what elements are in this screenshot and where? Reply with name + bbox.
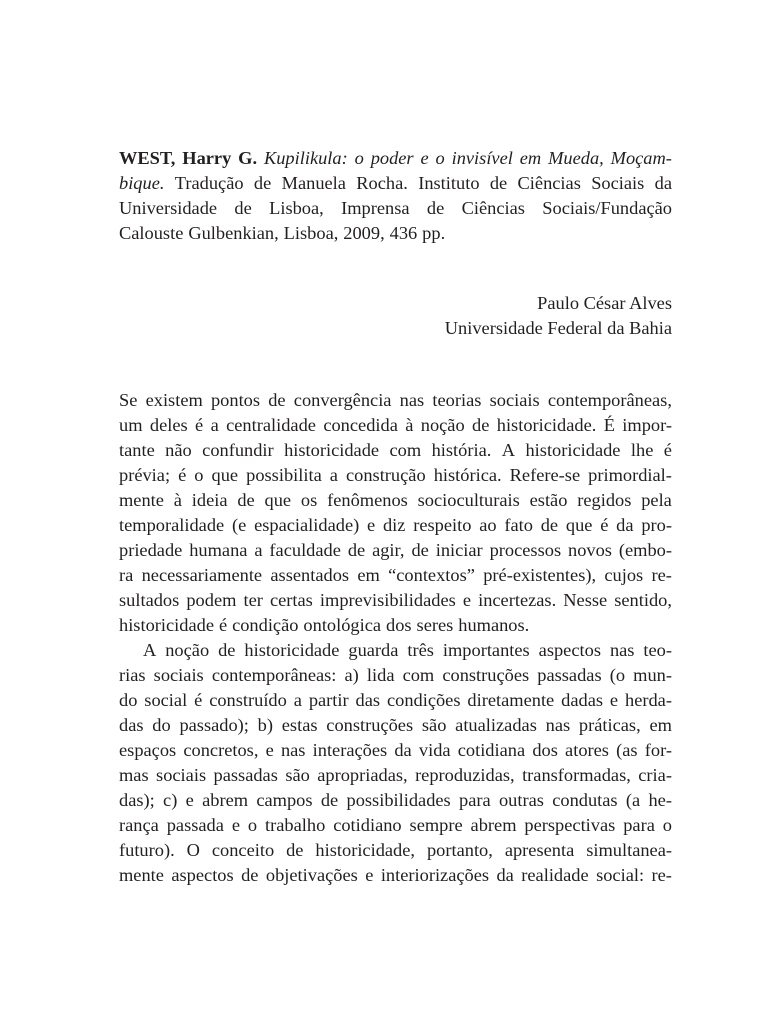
text-word: nas xyxy=(609,640,635,660)
text-word: e xyxy=(185,790,194,810)
text-word: faculdade xyxy=(269,540,341,560)
text-word: nas xyxy=(399,390,425,410)
text-word: da xyxy=(394,740,412,760)
text-word: à xyxy=(405,415,414,435)
text-word: de xyxy=(472,415,490,435)
text-line xyxy=(119,763,672,788)
text-word: passada xyxy=(166,815,224,835)
text-word: o xyxy=(194,465,204,485)
text-word: atualizadas xyxy=(455,715,537,735)
text-word: simultanea- xyxy=(586,840,672,860)
citation-word: bique. xyxy=(119,173,165,193)
text-word: a xyxy=(329,465,338,485)
citation-word: invisível xyxy=(451,148,513,168)
citation-word: Gulbenkian, xyxy=(188,223,279,243)
text-word: aspectos xyxy=(538,640,601,660)
text-word: re- xyxy=(651,865,672,885)
text-line xyxy=(119,613,672,638)
citation-line xyxy=(119,171,672,196)
text-word: humana xyxy=(189,540,248,560)
reviewer-block xyxy=(119,291,672,341)
text-word: social xyxy=(144,690,188,710)
text-word: concedida xyxy=(323,415,398,435)
text-word: A xyxy=(501,440,516,460)
text-word: centralidade xyxy=(226,415,316,435)
text-word: assentados xyxy=(270,565,350,585)
text-word: outras xyxy=(498,790,544,810)
text-word: é xyxy=(663,440,672,460)
text-word: o xyxy=(247,815,258,835)
citation-word: G. xyxy=(238,148,258,168)
text-line xyxy=(119,413,672,438)
text-word: são xyxy=(421,715,447,735)
reviewer-affiliation: Universidade Federal da Bahia xyxy=(444,318,672,338)
text-word: à xyxy=(173,490,182,510)
text-word: estão xyxy=(529,490,568,510)
text-word: teorias xyxy=(432,390,482,410)
text-word: mun- xyxy=(633,665,672,685)
text-word: A xyxy=(143,640,157,660)
text-word: cujos xyxy=(604,565,644,585)
citation-word: WEST, xyxy=(119,148,176,168)
text-word: confundir xyxy=(202,440,274,460)
text-word: o xyxy=(662,815,672,835)
text-word: construções xyxy=(442,665,530,685)
text-word: partir xyxy=(308,690,349,710)
text-word: os xyxy=(300,490,318,510)
text-word: espacialidade) xyxy=(254,515,360,535)
citation-word: o xyxy=(354,148,364,168)
text-word: sociais xyxy=(489,390,540,410)
text-word: pro- xyxy=(641,515,672,535)
citation-word: poder xyxy=(370,148,414,168)
text-word: espaços xyxy=(119,740,177,760)
text-word: de xyxy=(347,540,366,560)
text-word: lhe xyxy=(630,440,654,460)
text-word: com xyxy=(389,440,422,460)
citation-word: Mueda, xyxy=(548,148,604,168)
text-word: de xyxy=(320,790,339,810)
text-word: tante xyxy=(119,440,155,460)
text-word: historicidade. xyxy=(496,415,597,435)
citation-word: Moçam- xyxy=(610,148,672,168)
text-word: não xyxy=(165,440,192,460)
text-word: passado); xyxy=(179,715,249,735)
text-word: reproduzidas, xyxy=(415,765,515,785)
text-line xyxy=(119,513,672,538)
text-line xyxy=(119,713,672,738)
citation-word: e xyxy=(420,148,429,168)
text-word: são xyxy=(285,765,310,785)
citation-word: de xyxy=(489,173,508,193)
text-word: vida xyxy=(418,740,451,760)
text-word: ter xyxy=(243,590,263,610)
text-word: deles xyxy=(149,415,188,435)
citation-word: Rocha. xyxy=(356,173,408,193)
text-word: com xyxy=(402,665,435,685)
text-word: guarda xyxy=(348,640,399,660)
text-word: do xyxy=(152,715,171,735)
text-word: dos xyxy=(386,615,412,635)
text-word: é xyxy=(600,515,609,535)
citation-word: de xyxy=(234,198,252,218)
citation-word: Tradução xyxy=(174,173,244,193)
text-word: historicidade xyxy=(525,440,621,460)
text-word: novos xyxy=(568,540,612,560)
text-word: Refere-se xyxy=(509,465,581,485)
text-word: ra xyxy=(119,565,134,585)
text-word: sempre xyxy=(409,815,463,835)
citation-word: Lisboa, xyxy=(283,223,339,243)
text-word: do xyxy=(119,690,138,710)
text-word: sultados xyxy=(119,590,180,610)
text-word: das xyxy=(355,690,381,710)
text-word: pré-existentes), xyxy=(483,565,597,585)
citation-line xyxy=(119,196,672,221)
text-word: fenômenos xyxy=(327,490,408,510)
text-word: historicidade xyxy=(119,615,214,635)
text-word: noção xyxy=(165,640,210,660)
text-word: mas xyxy=(119,765,149,785)
text-word: a xyxy=(210,415,219,435)
text-word: O xyxy=(186,840,200,860)
text-word: passadas xyxy=(537,665,602,685)
text-word: Se xyxy=(119,390,138,410)
text-word: a xyxy=(254,540,263,560)
text-word: perspectivas xyxy=(524,815,616,835)
text-word: e xyxy=(367,515,376,535)
text-word: lida xyxy=(366,665,395,685)
text-word: (embo- xyxy=(618,540,672,560)
text-word: campos xyxy=(256,790,313,810)
text-line xyxy=(119,838,672,863)
text-word: primordial- xyxy=(588,465,672,485)
text-word: e xyxy=(462,590,472,610)
text-word: for- xyxy=(644,740,672,760)
text-word: humanos. xyxy=(458,615,530,635)
text-word: cotidiana xyxy=(457,740,526,760)
text-line xyxy=(119,738,672,763)
text-word: abrem xyxy=(470,815,517,835)
citation-word: Universidade xyxy=(119,198,218,218)
text-word: é xyxy=(178,465,187,485)
text-word: de xyxy=(218,640,236,660)
text-word: e xyxy=(365,865,374,885)
text-word: objetivações xyxy=(265,865,358,885)
text-word: atores xyxy=(565,740,609,760)
text-word: histórica. xyxy=(433,465,502,485)
text-word: sociais xyxy=(153,665,204,685)
text-word: teo- xyxy=(643,640,672,660)
text-word: práticas, xyxy=(578,715,641,735)
text-word: rias xyxy=(119,665,146,685)
text-word: cria- xyxy=(638,765,672,785)
text-word: É xyxy=(603,415,615,435)
text-word: seres xyxy=(416,615,454,635)
text-word: (o xyxy=(609,665,626,685)
text-word: iniciar xyxy=(435,540,483,560)
text-word: estas xyxy=(281,715,318,735)
text-line xyxy=(119,488,672,513)
text-word: socioculturais xyxy=(417,490,520,510)
text-word: condutas xyxy=(552,790,618,810)
citation-word: da xyxy=(654,173,672,193)
citation-word: Ciências xyxy=(461,198,525,218)
text-word: historicidade xyxy=(244,640,340,660)
text-word: de xyxy=(268,390,286,410)
text-word: sentido, xyxy=(614,590,672,610)
text-word: possibilidades xyxy=(346,790,451,810)
text-word: em xyxy=(649,715,672,735)
text-line xyxy=(119,638,672,663)
text-word: apropriadas, xyxy=(317,765,408,785)
text-word: impor- xyxy=(622,415,672,435)
text-word: incertezas. xyxy=(478,590,557,610)
text-word: temporalidade xyxy=(119,515,225,535)
text-word: de xyxy=(411,540,429,560)
text-word: existem xyxy=(145,390,203,410)
citation-word: de xyxy=(426,198,445,218)
citation-word: Instituto xyxy=(418,173,480,193)
text-word: imprevisibilidades xyxy=(319,590,456,610)
citation xyxy=(119,146,672,246)
text-word: possibilita xyxy=(246,465,322,485)
text-line xyxy=(119,388,672,413)
text-word: condição xyxy=(232,615,299,635)
text-word: noção xyxy=(420,415,465,435)
citation-word: o xyxy=(435,148,445,168)
text-word: passadas xyxy=(213,765,278,785)
text-word: (as xyxy=(616,740,638,760)
text-line xyxy=(119,663,672,688)
text-word: podem xyxy=(186,590,237,610)
text-word: prévia; xyxy=(119,465,171,485)
citation-word: Harry xyxy=(182,148,232,168)
text-word: concretos, xyxy=(183,740,259,760)
text-word: um xyxy=(119,415,143,435)
text-word: conceito xyxy=(211,840,275,860)
text-word: para xyxy=(623,815,655,835)
text-word: de xyxy=(286,840,304,860)
text-word: apresenta xyxy=(504,840,575,860)
text-word: ontológica xyxy=(303,615,382,635)
text-word: a) xyxy=(344,665,359,685)
text-word: diretamente xyxy=(467,690,555,710)
citation-word: pp. xyxy=(422,223,446,243)
text-word: he- xyxy=(648,790,672,810)
text-word: (a xyxy=(625,790,641,810)
text-word: social: xyxy=(596,865,645,885)
text-word: regidos xyxy=(577,490,632,510)
citation-word: em xyxy=(519,148,542,168)
text-word: realidade xyxy=(521,865,589,885)
citation-word: Kupilikula: xyxy=(263,148,348,168)
text-word: c) xyxy=(163,790,178,810)
text-word: construções xyxy=(326,715,414,735)
text-word: é xyxy=(195,415,204,435)
text-word: construído xyxy=(209,690,287,710)
text-word: rança xyxy=(119,815,159,835)
text-word: interiorizações xyxy=(380,865,490,885)
text-word: respeito xyxy=(413,515,472,535)
text-word: nas xyxy=(280,740,306,760)
text-word: mente xyxy=(119,490,164,510)
text-line xyxy=(119,463,672,488)
reviewer-name: Paulo César Alves xyxy=(537,293,672,313)
text-word: historicidade xyxy=(284,440,380,460)
text-word: cotidiano xyxy=(333,815,402,835)
text-line xyxy=(119,588,672,613)
text-line xyxy=(119,813,672,838)
text-word: (e xyxy=(231,515,247,535)
text-word: e xyxy=(265,740,274,760)
text-word: da xyxy=(616,515,634,535)
text-word: das xyxy=(119,715,144,735)
text-line xyxy=(119,688,672,713)
text-word: mente xyxy=(119,865,164,885)
review-page xyxy=(119,146,672,888)
text-word: agir, xyxy=(372,540,405,560)
text-word: interações xyxy=(312,740,388,760)
body-paragraph-2 xyxy=(119,638,672,888)
text-word: que xyxy=(264,490,292,510)
citation-word: Imprensa xyxy=(341,198,410,218)
citation-word: Lisboa, xyxy=(269,198,324,218)
text-word: futuro). xyxy=(119,840,175,860)
text-line xyxy=(119,438,672,463)
citation-word: Calouste xyxy=(119,223,184,243)
text-word: construção xyxy=(345,465,426,485)
citation-word: 2009, xyxy=(343,223,385,243)
text-word: fato xyxy=(504,515,533,535)
text-word: Nesse xyxy=(563,590,608,610)
text-word: em xyxy=(357,565,380,585)
citation-word: Manuela xyxy=(281,173,346,193)
text-word: nas xyxy=(545,715,571,735)
text-word: b) xyxy=(257,715,273,735)
text-word: e xyxy=(231,815,240,835)
text-word: contemporâneas, xyxy=(547,390,672,410)
text-word: que xyxy=(565,515,593,535)
text-word: é xyxy=(194,690,203,710)
text-word: e xyxy=(609,690,619,710)
text-word: “contextos” xyxy=(388,565,475,585)
text-word: diz xyxy=(382,515,406,535)
text-word: ideia xyxy=(191,490,228,510)
citation-word: Sociais/Fundação xyxy=(542,198,672,218)
text-line xyxy=(119,788,672,813)
text-word: das); xyxy=(119,790,155,810)
text-word: historicidade, xyxy=(315,840,416,860)
text-word: três xyxy=(407,640,434,660)
citation-word: Sociais xyxy=(591,173,645,193)
text-word: de xyxy=(241,865,259,885)
text-word: processos xyxy=(489,540,562,560)
text-line xyxy=(119,563,672,588)
text-word: abrem xyxy=(202,790,249,810)
text-word: pontos xyxy=(210,390,261,410)
citation-line xyxy=(119,146,672,171)
citation-word: de xyxy=(253,173,272,193)
text-word: é xyxy=(218,615,228,635)
text-word: convergência xyxy=(293,390,392,410)
citation-word: Ciências xyxy=(517,173,581,193)
text-word: pela xyxy=(641,490,672,510)
text-word: dadas xyxy=(561,690,604,710)
text-word: trabalho xyxy=(265,815,326,835)
text-word: ao xyxy=(479,515,497,535)
text-line xyxy=(119,538,672,563)
text-word: contemporâneas: xyxy=(211,665,337,685)
text-word: da xyxy=(496,865,514,885)
text-word: sociais xyxy=(156,765,207,785)
citation-line xyxy=(119,221,672,246)
text-word: condições xyxy=(386,690,461,710)
text-word: de xyxy=(237,490,255,510)
text-word: portanto, xyxy=(426,840,493,860)
text-line xyxy=(119,863,672,888)
text-word: dos xyxy=(532,740,558,760)
text-word: história. xyxy=(431,440,492,460)
text-word: transformadas, xyxy=(522,765,631,785)
text-word: importantes xyxy=(442,640,530,660)
text-word: priedade xyxy=(119,540,183,560)
body-paragraph-1 xyxy=(119,388,672,638)
text-word: a xyxy=(293,690,302,710)
citation-word: 436 xyxy=(389,223,418,243)
text-word: para xyxy=(459,790,491,810)
text-word: aspectos xyxy=(171,865,234,885)
text-word: de xyxy=(540,515,559,535)
text-word: re- xyxy=(651,565,672,585)
text-word: herda- xyxy=(625,690,672,710)
text-word: certas xyxy=(269,590,313,610)
text-word: que xyxy=(211,465,239,485)
text-word: necessariamente xyxy=(141,565,263,585)
